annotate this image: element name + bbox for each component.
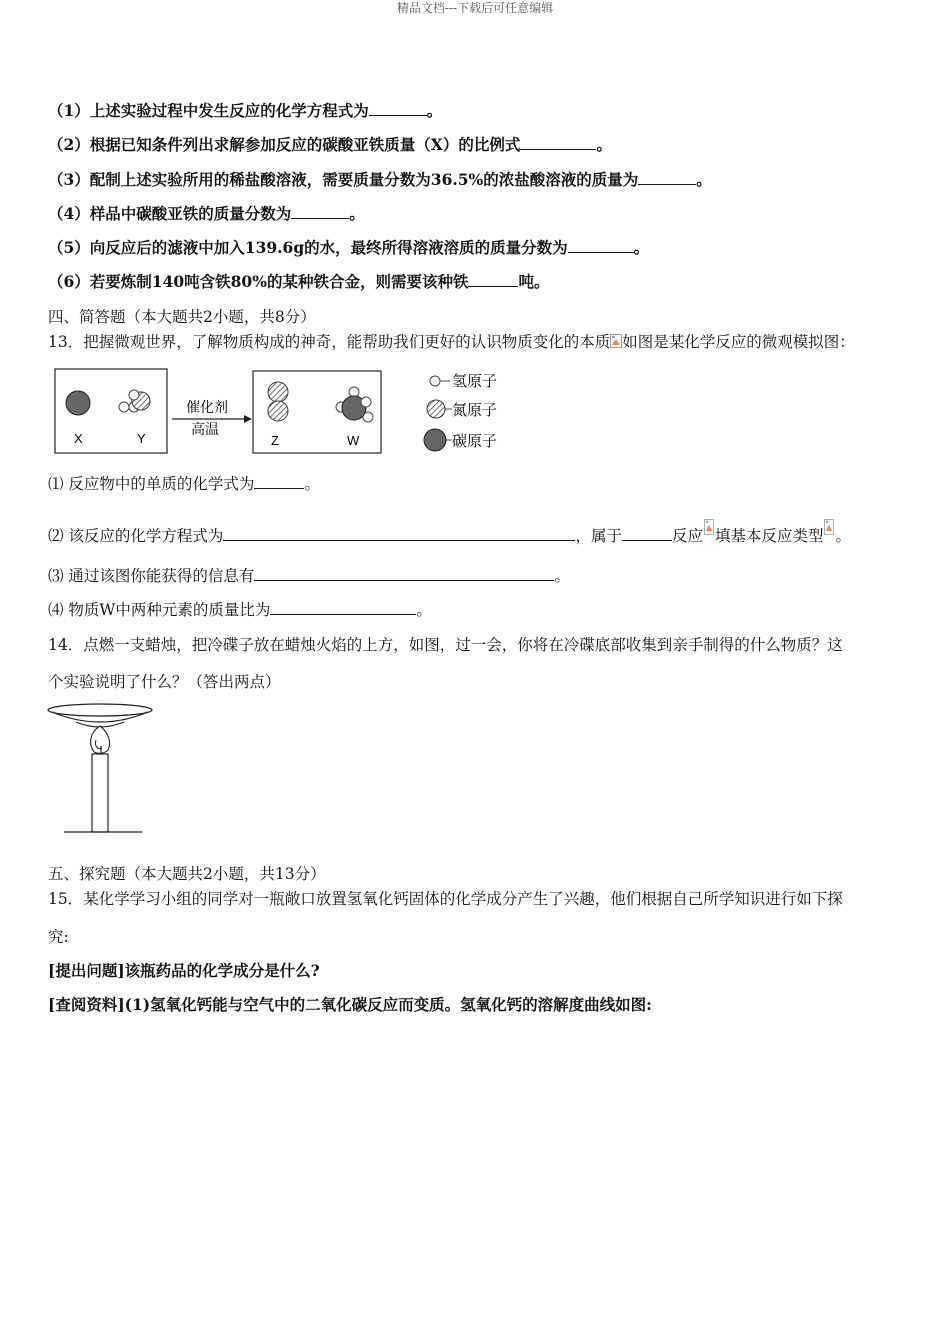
legend-carbon: 碳原子 (452, 432, 498, 450)
q13-stem-b: 如图是某化学反应的微观模拟图： (622, 333, 855, 351)
q13-part1: ⑴ 反应物中的单质的化学式为 。 (48, 475, 320, 493)
molecule-x (66, 391, 90, 415)
q12-part5: （5）向反应后的滤液中加入139.6g的水，最终所得溶液溶质的质量分数为 。 (48, 238, 650, 257)
answer-blank[interactable] (270, 600, 416, 615)
q13-part2-text-b: ，属于 (575, 527, 622, 545)
broken-image-icon (703, 519, 715, 535)
arrow-condition-catalyst: 催化剂 (186, 400, 228, 416)
q12-part4: （4）样品中碳酸亚铁的质量分数为 。 (48, 204, 365, 223)
q12-part3-text: （3）配制上述实验所用的稀盐酸溶液，需要质量分数为36.5%的浓盐酸溶液的质量为 (48, 170, 639, 189)
q13-part3: ⑶ 通过该图你能获得的信息有 。 (48, 567, 570, 585)
q12-part2-text: （2）根据已知条件列出求解参加反应的碳酸亚铁质量（X）的比例式 (48, 135, 521, 154)
arrow-condition-temperature: 高温 (191, 422, 219, 438)
molecule-z (268, 382, 288, 421)
q12-part6 (48, 271, 549, 293)
q14-line2: 个实验说明了什么？（答出两点） (48, 673, 281, 691)
section-5-title: 五、探究题（本大题共2小题，共13分） (48, 865, 326, 883)
q14-line1: 14．点燃一支蜡烛，把冷碟子放在蜡烛火焰的上方，如图，过一会，你将在冷碟底部收集到亲手制得的什么物质？这 (48, 636, 843, 654)
q12-part1-text: （1）上述实验过程中发生反应的化学方程式为 (48, 101, 369, 120)
q12-part2: （2）根据已知条件列出求解参加反应的碳酸亚铁质量（X）的比例式 。 (48, 135, 612, 154)
label-w: W (347, 433, 360, 448)
q12-part4-text: （4）样品中碳酸亚铁的质量分数为 (48, 204, 292, 223)
section-4-title: 四、简答题（本大题共2小题，共8分） (48, 308, 316, 326)
answer-blank[interactable] (369, 101, 427, 116)
q15-line2: 究: (48, 928, 69, 946)
cold-plate (48, 704, 152, 727)
legend-nitrogen: 氮原子 (452, 401, 498, 419)
answer-blank[interactable] (468, 272, 518, 287)
answer-blank[interactable] (622, 526, 672, 541)
answer-blank[interactable] (568, 238, 634, 253)
answer-blank[interactable] (254, 566, 554, 581)
label-z: Z (271, 433, 279, 448)
q12-part5-text: （5）向反应后的滤液中加入139.6g的水，最终所得溶液溶质的质量分数为 (48, 238, 568, 257)
broken-image-icon (610, 333, 622, 349)
answer-blank[interactable] (254, 474, 304, 489)
candle (92, 754, 108, 832)
q13-part2-text-d: 填基本反应类型 (714, 527, 824, 545)
legend (424, 372, 497, 451)
q13-part2: ⑵ 该反应的化学方程式为 ，属于 反应 填基本反应类型 。 (48, 519, 851, 547)
broken-image-icon (823, 519, 835, 535)
q15-line1: 15．某化学学习小组的同学对一瓶敞口放置氢氧化钙固体的化学成分产生了兴趣，他们根据自己所学知识进行如下探 (48, 890, 843, 908)
q13-stem (48, 331, 855, 353)
q12-part1: （1）上述实验过程中发生反应的化学方程式为 。 (48, 101, 443, 120)
label-x: X (74, 431, 83, 446)
page-header: 精品文档---下载后可任意编辑 (396, 1, 554, 15)
molecule-y (119, 390, 150, 412)
legend-hydrogen: 氢原子 (452, 372, 498, 390)
q13-part4-text: ⑷ 物质W中两种元素的质量比为 (48, 601, 271, 619)
q12-part6-unit: 吨。 (518, 272, 550, 291)
q15-info: [查阅资料](1)氢氧化钙能与空气中的二氧化碳反应而变质。氢氧化钙的溶解度曲线如图: (48, 995, 652, 1014)
answer-blank[interactable] (520, 135, 596, 150)
q12-part6-text: （6）若要炼制140吨含铁80%的某种铁合金，则需要该种铁 (48, 272, 469, 291)
candle-flame (91, 726, 110, 754)
q13-part2-text-a: ⑵ 该反应的化学方程式为 (48, 527, 224, 545)
answer-blank[interactable] (638, 170, 696, 185)
q13-part1-text: ⑴ 反应物中的单质的化学式为 (48, 475, 255, 493)
candle-plate-figure (46, 702, 156, 838)
q13-part3-text: ⑶ 通过该图你能获得的信息有 (48, 567, 255, 585)
reaction-diagram (54, 367, 524, 457)
label-y: Y (137, 431, 146, 446)
q13-part2-text-c: 反应 (671, 527, 703, 545)
q13-part4: ⑷ 物质W中两种元素的质量比为 。 (48, 601, 432, 619)
q13-stem-a: 13．把握微观世界，了解物质构成的神奇，能帮助我们更好的认识物质变化的本质 (48, 333, 611, 351)
answer-blank[interactable] (291, 204, 349, 219)
q12-part3: （3）配制上述实验所用的稀盐酸溶液，需要质量分数为36.5%的浓盐酸溶液的质量为 。 (48, 170, 712, 189)
molecule-w (336, 387, 373, 422)
q15-question: [提出问题]该瓶药品的化学成分是什么? (48, 961, 320, 980)
answer-blank[interactable] (223, 526, 575, 541)
